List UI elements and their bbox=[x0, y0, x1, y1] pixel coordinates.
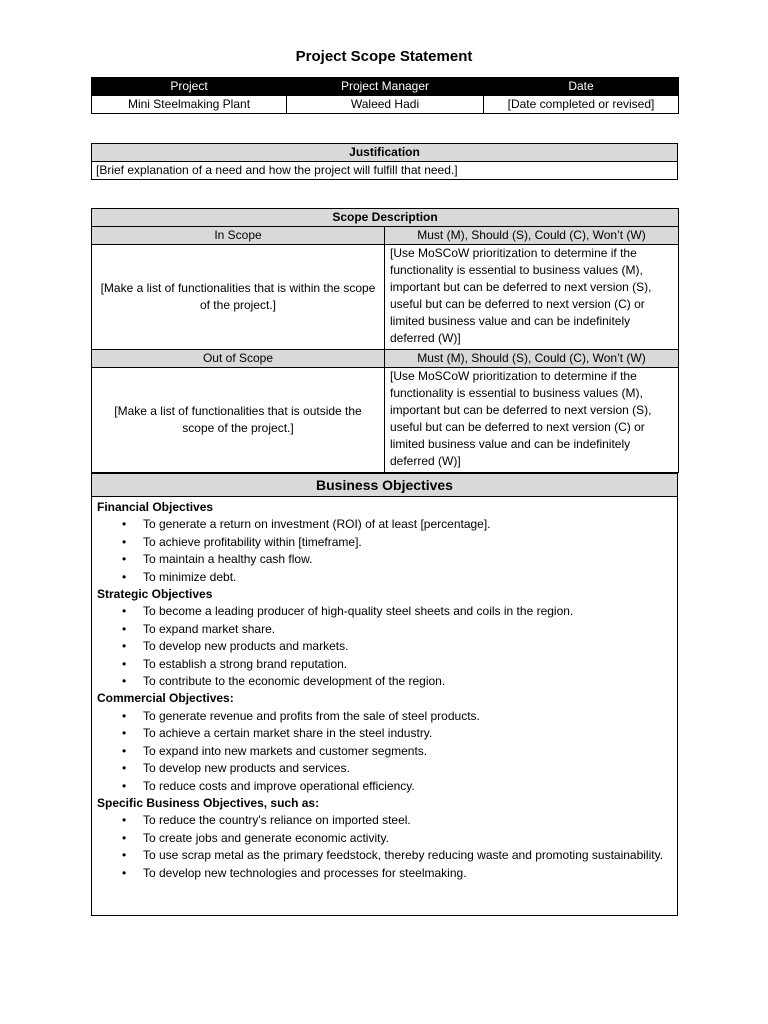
justification-text: [Brief explanation of a need and how the project will fulfill that need.] bbox=[92, 162, 678, 180]
bullet-icon: • bbox=[122, 569, 127, 584]
out-scope-label: Out of Scope bbox=[92, 350, 385, 368]
objective-text: To achieve profitability within [timeframe]. bbox=[143, 534, 362, 549]
bullet-icon: • bbox=[122, 848, 127, 863]
objective-list-item bbox=[97, 812, 672, 829]
objective-list-item bbox=[97, 621, 672, 638]
scope-description-header: Scope Description bbox=[92, 209, 679, 227]
objective-list-item bbox=[97, 516, 672, 533]
objective-list-item bbox=[97, 760, 672, 777]
date-header: Date bbox=[484, 78, 679, 96]
objective-text: To achieve a certain market share in the steel industry. bbox=[143, 726, 433, 741]
bullet-icon: • bbox=[122, 708, 127, 723]
bullet-icon: • bbox=[122, 761, 127, 776]
objective-text: To generate a return on investment (ROI) of at least [percentage]. bbox=[143, 517, 491, 532]
objective-list bbox=[97, 708, 672, 795]
objective-text: To establish a strong brand reputation. bbox=[143, 656, 348, 671]
objective-text: To develop new technologies and processes for steelmaking. bbox=[143, 865, 467, 880]
in-scope-moscow-text: [Use MoSCoW prioritization to determine if the functionality is essential to business values (M), important but can be deferred to next version (S), useful but can be deferred to next version (C) or limited business value and can be indefinitely deferred (W)] bbox=[385, 245, 679, 350]
in-scope-label: In Scope bbox=[92, 227, 385, 245]
bullet-icon: • bbox=[122, 604, 127, 619]
objective-text: To develop new products and services. bbox=[143, 761, 350, 776]
objective-text: To contribute to the economic development of the region. bbox=[143, 674, 446, 689]
objective-text: To expand market share. bbox=[143, 621, 276, 636]
objective-text: To become a leading producer of high-quality steel sheets and coils in the region. bbox=[143, 604, 574, 619]
bullet-icon: • bbox=[122, 778, 127, 793]
scope-description-table bbox=[91, 208, 679, 473]
bullet-icon: • bbox=[122, 674, 127, 689]
bullet-icon: • bbox=[122, 639, 127, 654]
objective-text: To minimize debt. bbox=[143, 569, 237, 584]
project-manager-header: Project Manager bbox=[287, 78, 484, 96]
business-objectives-body bbox=[92, 497, 677, 884]
objective-list-item bbox=[97, 603, 672, 620]
business-objectives-header: Business Objectives bbox=[92, 474, 677, 497]
bullet-icon: • bbox=[122, 830, 127, 845]
objective-text: To develop new products and markets. bbox=[143, 639, 349, 654]
objective-text: To maintain a healthy cash flow. bbox=[143, 552, 313, 567]
objective-list-item bbox=[97, 638, 672, 655]
objective-list-item bbox=[97, 725, 672, 742]
bullet-icon: • bbox=[122, 813, 127, 828]
bullet-icon: • bbox=[122, 534, 127, 549]
out-scope-moscow-label: Must (M), Should (S), Could (C), Won’t (W) bbox=[385, 350, 679, 368]
objective-list-item bbox=[97, 778, 672, 795]
objective-text: To create jobs and generate economic activity. bbox=[143, 830, 389, 845]
objective-list bbox=[97, 603, 672, 690]
bullet-icon: • bbox=[122, 865, 127, 880]
objective-section-title: Financial Objectives bbox=[97, 500, 214, 514]
page-title: Project Scope Statement bbox=[295, 48, 473, 65]
objective-list bbox=[97, 516, 672, 586]
bullet-icon: • bbox=[122, 656, 127, 671]
bullet-icon: • bbox=[122, 621, 127, 636]
bullet-icon: • bbox=[122, 726, 127, 741]
project-info-table bbox=[91, 77, 679, 114]
bullet-icon: • bbox=[122, 743, 127, 758]
objective-text: To use scrap metal as the primary feedstock, thereby reducing waste and promoting sustainability. bbox=[143, 848, 664, 863]
objective-list-item bbox=[97, 830, 672, 847]
objective-text: To reduce costs and improve operational efficiency. bbox=[143, 778, 415, 793]
justification-header: Justification bbox=[92, 144, 678, 162]
in-scope-text: [Make a list of functionalities that is within the scope of the project.] bbox=[92, 245, 385, 350]
bullet-icon: • bbox=[122, 517, 127, 532]
project-header: Project bbox=[92, 78, 287, 96]
objective-section-title: Specific Business Objectives, such as: bbox=[97, 795, 320, 810]
objective-list-item bbox=[97, 534, 672, 551]
project-name-cell: Mini Steelmaking Plant bbox=[92, 96, 287, 114]
objective-list-item bbox=[97, 847, 672, 864]
objective-list-item bbox=[97, 673, 672, 690]
business-objectives-box bbox=[91, 473, 678, 916]
objective-section-title: Commercial Objectives: bbox=[97, 691, 234, 706]
objective-list-item bbox=[97, 656, 672, 673]
objective-text: To reduce the country's reliance on imported steel. bbox=[143, 813, 411, 828]
objective-list-item bbox=[97, 551, 672, 568]
objective-list-item bbox=[97, 569, 672, 586]
date-cell: [Date completed or revised] bbox=[484, 96, 679, 114]
objective-list-item bbox=[97, 865, 672, 882]
objective-text: To expand into new markets and customer segments. bbox=[143, 743, 428, 758]
objective-section-title: Strategic Objectives bbox=[97, 587, 213, 602]
objective-list-item bbox=[97, 708, 672, 725]
objective-text: To generate revenue and profits from the sale of steel products. bbox=[143, 708, 480, 723]
objective-list bbox=[97, 812, 672, 882]
out-scope-text: [Make a list of functionalities that is outside the scope of the project.] bbox=[92, 368, 385, 473]
project-manager-cell: Waleed Hadi bbox=[287, 96, 484, 114]
objective-list-item bbox=[97, 743, 672, 760]
out-scope-moscow-text: [Use MoSCoW prioritization to determine if the functionality is essential to business values (M), important but can be deferred to next version (S), useful but can be deferred to next version (C) or limited business value and can be indefinitely deferred (W)] bbox=[385, 368, 679, 473]
in-scope-moscow-label: Must (M), Should (S), Could (C), Won’t (W) bbox=[385, 227, 679, 245]
bullet-icon: • bbox=[122, 552, 127, 567]
justification-table bbox=[91, 143, 678, 180]
